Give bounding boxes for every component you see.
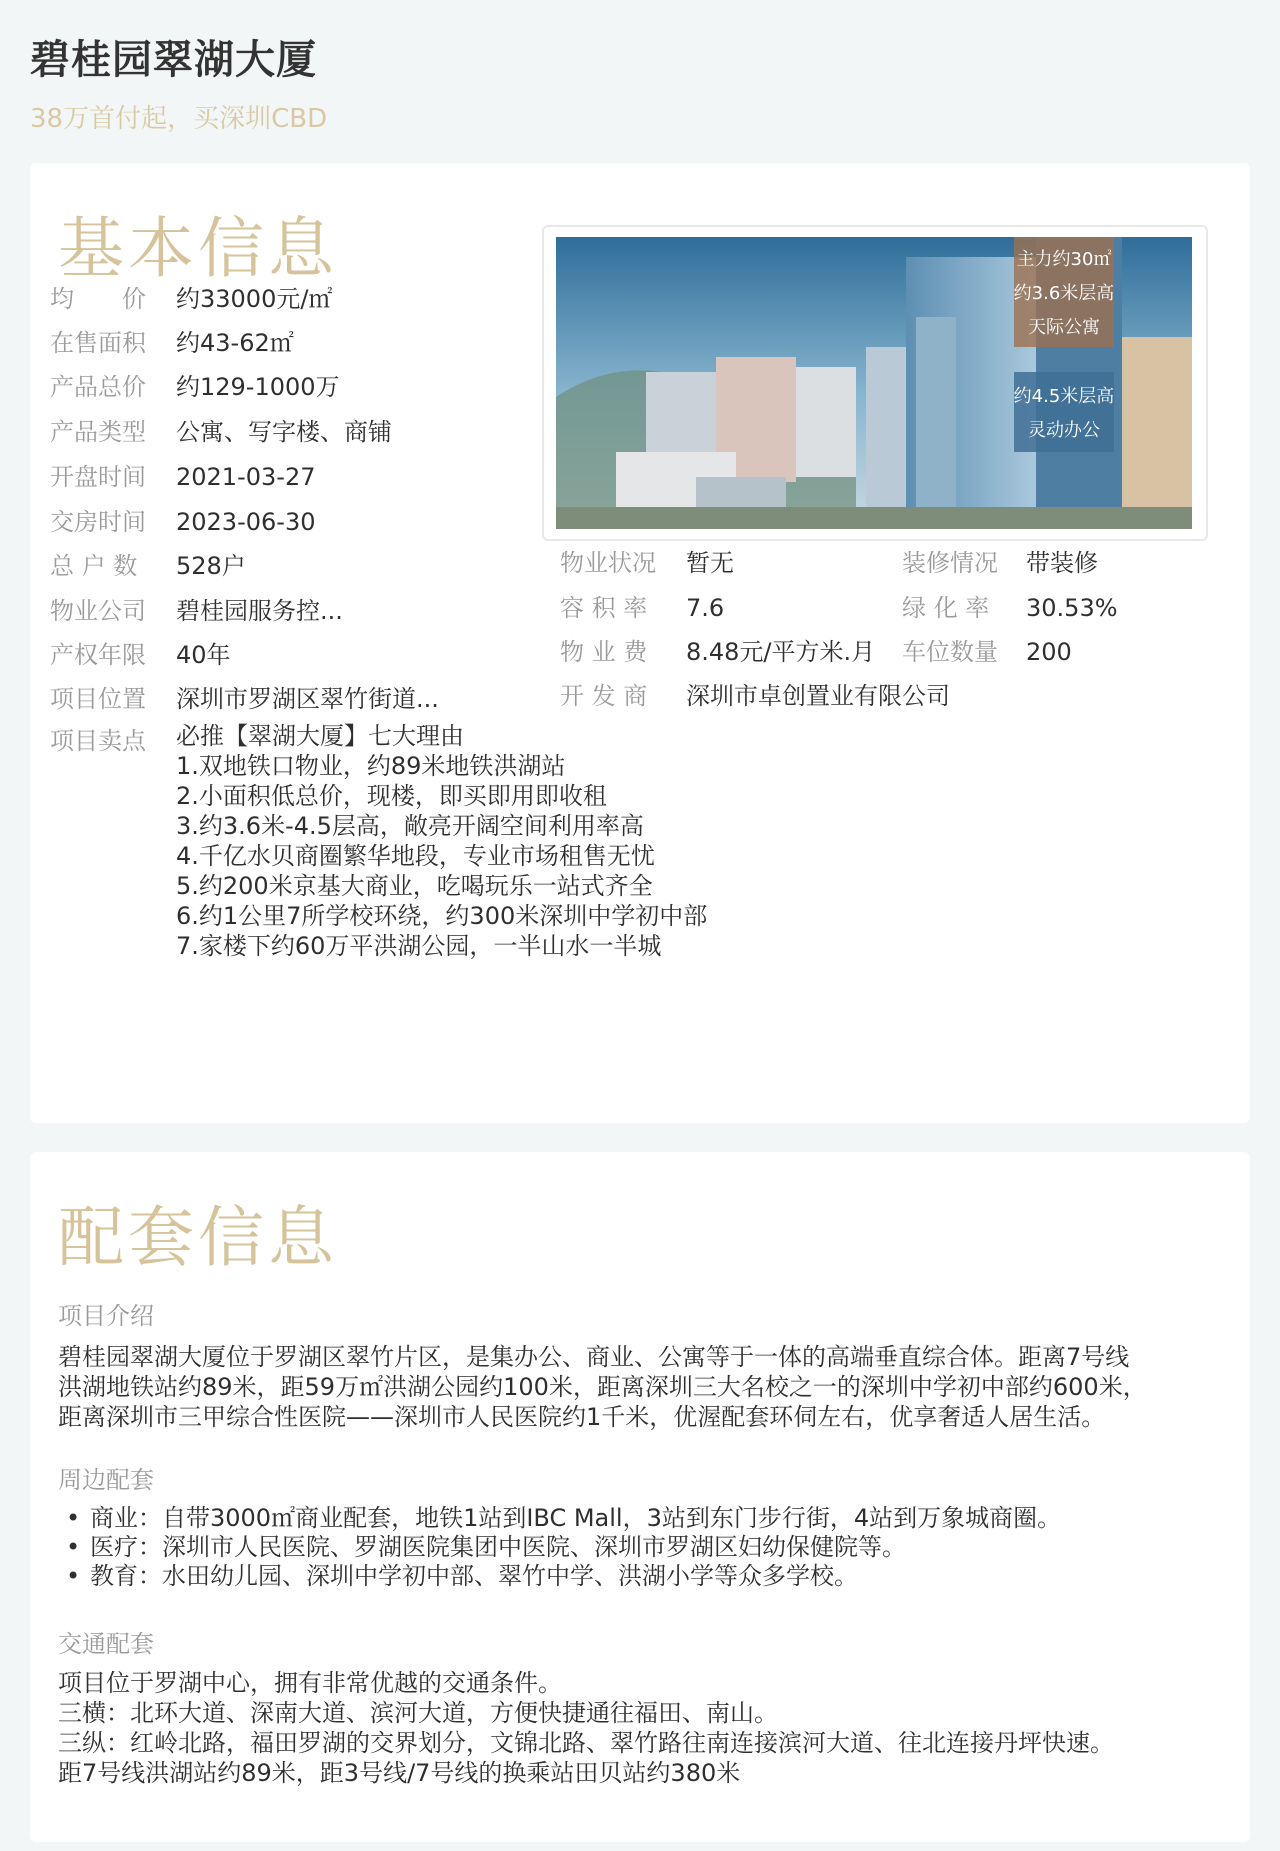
traffic-line: 距7号线洪湖站约89米，距3号线/7号线的换乘站田贝站约380米 [58, 1759, 741, 1787]
building-rendering [556, 237, 1192, 529]
info-property-status: 物业状况 暂无 [560, 549, 734, 577]
page-title: 碧桂园翠湖大厦 [30, 37, 317, 83]
image-text-1: 主力约30㎡ [1016, 249, 1112, 270]
traffic-line: 项目位于罗湖中心，拥有非常优越的交通条件。 [58, 1669, 562, 1697]
selling-points-label: 项目卖点 [50, 727, 146, 755]
info-households: 总 户 数 528户 [50, 552, 246, 580]
info-decoration: 装修情况 带装修 [902, 549, 1098, 577]
intro-line: 碧桂园翠湖大厦位于罗湖区翠竹片区，是集办公、商业、公寓等于一体的高端垂直综合体。距离7号线 [58, 1343, 1130, 1371]
selling-point-line: 必推【翠湖大厦】七大理由 [176, 722, 464, 750]
traffic-paragraph [58, 1668, 1228, 1788]
info-product-type: 产品类型 公寓、写字楼、商铺 [50, 418, 392, 446]
image-text-5: 灵动办公 [1028, 420, 1100, 441]
surround-item: • 医疗：深圳市人民医院、罗湖医院集团中医院、深圳市罗湖区妇幼保健院等。 [58, 1533, 1228, 1562]
facilities-heading: 配套信息 [58, 1199, 338, 1276]
surround-item: • 教育：水田幼儿园、深圳中学初中部、翠竹中学、洪湖小学等众多学校。 [58, 1562, 1228, 1591]
info-property-fee: 物 业 费 8.48元/平方米.月 [560, 638, 876, 666]
info-area: 在售面积 约43-62㎡ [50, 329, 294, 357]
selling-point-line: 6.约1公里7所学校环绕，约300米深圳中学初中部 [176, 902, 708, 930]
info-total-price: 产品总价 约129-1000万 [50, 373, 340, 401]
intro-label: 项目介绍 [58, 1302, 154, 1330]
selling-point-line: 5.约200米京基大商业，吃喝玩乐一站式齐全 [176, 872, 653, 900]
image-text-3: 天际公寓 [1028, 317, 1100, 338]
intro-line: 洪湖地铁站约89米，距59万㎡洪湖公园约100米，距离深圳三大名校之一的深圳中学初中部约600米， [58, 1373, 1147, 1401]
page-subtitle: 38万首付起，买深圳CBD [30, 104, 328, 134]
info-plot-ratio: 容 积 率 7.6 [560, 594, 725, 622]
info-ownership-term: 产权年限 40年 [50, 641, 231, 669]
image-text-4: 约4.5米层高 [1013, 386, 1115, 407]
selling-point-line: 4.千亿水贝商圈繁华地段，专业市场租售无忧 [176, 842, 655, 870]
info-location: 项目位置 深圳市罗湖区翠竹街道... [50, 685, 439, 713]
selling-point-line: 2.小面积低总价，现楼，即买即用即收租 [176, 782, 607, 810]
surround-label: 周边配套 [58, 1466, 154, 1494]
traffic-line: 三纵：红岭北路，福田罗湖的交界划分，文锦北路、翠竹路往南连接滨河大道、往北连接丹坪快速。 [58, 1729, 1114, 1757]
selling-point-line: 3.约3.6米-4.5层高，敞亮开阔空间利用率高 [176, 812, 644, 840]
selling-point-line: 1.双地铁口物业，约89米地铁洪湖站 [176, 752, 566, 780]
traffic-line: 三横：北环大道、深南大道、滨河大道，方便快捷通往福田、南山。 [58, 1699, 778, 1727]
info-avg-price: 均 价 约33000元/㎡ [50, 285, 333, 313]
info-open-date: 开盘时间 2021-03-27 [50, 463, 316, 491]
info-green-rate: 绿 化 率 30.53% [902, 594, 1118, 622]
selling-points-list [176, 721, 876, 961]
surround-list [58, 1504, 1228, 1591]
intro-line: 距离深圳市三甲综合性医院——深圳市人民医院约1千米，优渥配套环伺左右，优享奢适人居生活。 [58, 1403, 1106, 1431]
image-text-2: 约3.6米层高 [1013, 283, 1115, 304]
basic-info-card [30, 163, 1250, 1123]
basic-info-heading: 基本信息 [58, 210, 338, 287]
info-parking: 车位数量 200 [902, 638, 1072, 666]
info-delivery-date: 交房时间 2023-06-30 [50, 508, 316, 536]
selling-point-line: 7.家楼下约60万平洪湖公园，一半山水一半城 [176, 932, 662, 960]
info-developer: 开 发 商 深圳市卓创置业有限公司 [560, 682, 950, 710]
traffic-label: 交通配套 [58, 1630, 154, 1658]
project-rendering-image[interactable] [542, 225, 1208, 541]
info-property-company: 物业公司 碧桂园服务控... [50, 597, 343, 625]
facilities-card [30, 1152, 1250, 1842]
surround-item: • 商业：自带3000㎡商业配套，地铁1站到IBC Mall，3站到东门步行街，4站到万象城商圈。 [58, 1504, 1228, 1533]
intro-paragraph [58, 1342, 1228, 1432]
